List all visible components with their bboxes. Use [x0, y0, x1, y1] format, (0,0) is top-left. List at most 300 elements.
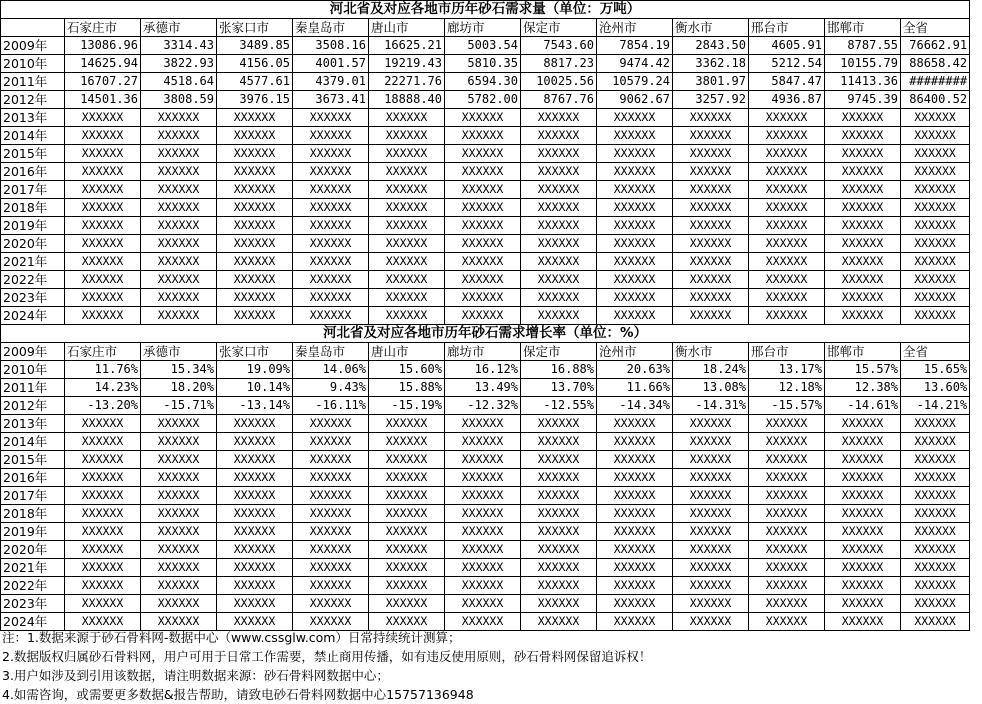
- value-cell: XXXXXX: [825, 235, 901, 253]
- value-cell: XXXXXX: [597, 469, 673, 487]
- value-cell: XXXXXX: [369, 469, 445, 487]
- value-cell: XXXXXX: [901, 505, 970, 523]
- column-header: 张家口市: [217, 343, 293, 361]
- value-cell: XXXXXX: [749, 469, 825, 487]
- value-cell: 3801.97: [673, 73, 749, 91]
- value-cell: 3489.85: [217, 37, 293, 55]
- value-cell: XXXXXX: [445, 307, 521, 325]
- value-cell: 4001.57: [293, 55, 369, 73]
- column-header: 唐山市: [369, 19, 445, 37]
- value-cell: XXXXXX: [65, 523, 141, 541]
- value-cell: 13.17%: [749, 361, 825, 379]
- year-cell: 2021年: [1, 253, 65, 271]
- value-cell: XXXXXX: [217, 487, 293, 505]
- value-cell: XXXXXX: [369, 505, 445, 523]
- value-cell: XXXXXX: [901, 487, 970, 505]
- value-cell: XXXXXX: [825, 181, 901, 199]
- value-cell: XXXXXX: [749, 127, 825, 145]
- value-cell: XXXXXX: [901, 541, 970, 559]
- value-cell: XXXXXX: [65, 163, 141, 181]
- table-row: [1, 73, 970, 91]
- value-cell: -16.11%: [293, 397, 369, 415]
- value-cell: XXXXXX: [521, 289, 597, 307]
- value-cell: XXXXXX: [293, 163, 369, 181]
- table-row: [1, 289, 970, 307]
- value-cell: XXXXXX: [293, 109, 369, 127]
- value-cell: XXXXXX: [141, 415, 217, 433]
- column-header: 沧州市: [597, 343, 673, 361]
- value-cell: XXXXXX: [445, 145, 521, 163]
- value-cell: XXXXXX: [445, 181, 521, 199]
- value-cell: XXXXXX: [901, 433, 970, 451]
- value-cell: 4379.01: [293, 73, 369, 91]
- value-cell: XXXXXX: [901, 109, 970, 127]
- value-cell: XXXXXX: [749, 271, 825, 289]
- value-cell: XXXXXX: [369, 163, 445, 181]
- value-cell: XXXXXX: [825, 163, 901, 181]
- value-cell: XXXXXX: [597, 307, 673, 325]
- value-cell: 13.49%: [445, 379, 521, 397]
- value-cell: 3314.43: [141, 37, 217, 55]
- value-cell: XXXXXX: [217, 127, 293, 145]
- value-cell: 4936.87: [749, 91, 825, 109]
- value-cell: -12.32%: [445, 397, 521, 415]
- value-cell: 15.57%: [825, 361, 901, 379]
- value-cell: XXXXXX: [217, 469, 293, 487]
- value-cell: XXXXXX: [141, 181, 217, 199]
- value-cell: XXXXXX: [369, 109, 445, 127]
- value-cell: XXXXXX: [673, 415, 749, 433]
- value-cell: XXXXXX: [749, 289, 825, 307]
- year-cell: 2018年: [1, 505, 65, 523]
- column-header: 张家口市: [217, 19, 293, 37]
- year-cell: 2010年: [1, 55, 65, 73]
- value-cell: 13086.96: [65, 37, 141, 55]
- value-cell: 20.63%: [597, 361, 673, 379]
- value-cell: XXXXXX: [217, 163, 293, 181]
- value-cell: XXXXXX: [65, 307, 141, 325]
- value-cell: XXXXXX: [521, 541, 597, 559]
- year-cell: 2013年: [1, 415, 65, 433]
- value-cell: XXXXXX: [521, 181, 597, 199]
- value-cell: 15.65%: [901, 361, 970, 379]
- value-cell: XXXXXX: [141, 145, 217, 163]
- value-cell: XXXXXX: [141, 199, 217, 217]
- value-cell: XXXXXX: [65, 289, 141, 307]
- value-cell: XXXXXX: [293, 289, 369, 307]
- value-cell: 7543.60: [521, 37, 597, 55]
- value-cell: XXXXXX: [369, 271, 445, 289]
- column-header: 保定市: [521, 19, 597, 37]
- value-cell: XXXXXX: [901, 613, 970, 631]
- value-cell: XXXXXX: [293, 127, 369, 145]
- value-cell: XXXXXX: [293, 469, 369, 487]
- value-cell: XXXXXX: [141, 469, 217, 487]
- year-cell: 2014年: [1, 127, 65, 145]
- value-cell: XXXXXX: [445, 163, 521, 181]
- value-cell: XXXXXX: [65, 505, 141, 523]
- value-cell: XXXXXX: [445, 415, 521, 433]
- value-cell: XXXXXX: [749, 415, 825, 433]
- value-cell: XXXXXX: [65, 577, 141, 595]
- value-cell: 18.20%: [141, 379, 217, 397]
- value-cell: XXXXXX: [749, 595, 825, 613]
- value-cell: XXXXXX: [901, 235, 970, 253]
- value-cell: XXXXXX: [673, 163, 749, 181]
- value-cell: XXXXXX: [65, 181, 141, 199]
- value-cell: XXXXXX: [293, 199, 369, 217]
- value-cell: XXXXXX: [445, 613, 521, 631]
- value-cell: -14.34%: [597, 397, 673, 415]
- value-cell: XXXXXX: [673, 253, 749, 271]
- value-cell: 4577.61: [217, 73, 293, 91]
- value-cell: XXXXXX: [217, 433, 293, 451]
- value-cell: XXXXXX: [521, 559, 597, 577]
- value-cell: XXXXXX: [217, 451, 293, 469]
- value-cell: XXXXXX: [901, 559, 970, 577]
- column-header: 秦皇岛市: [293, 19, 369, 37]
- year-cell: 2011年: [1, 73, 65, 91]
- year-cell: 2023年: [1, 289, 65, 307]
- value-cell: XXXXXX: [369, 253, 445, 271]
- year-cell: 2017年: [1, 487, 65, 505]
- value-cell: XXXXXX: [369, 559, 445, 577]
- value-cell: XXXXXX: [749, 307, 825, 325]
- value-cell: XXXXXX: [445, 469, 521, 487]
- value-cell: XXXXXX: [597, 613, 673, 631]
- year-cell: 2010年: [1, 361, 65, 379]
- value-cell: 10025.56: [521, 73, 597, 91]
- value-cell: XXXXXX: [521, 613, 597, 631]
- value-cell: XXXXXX: [445, 289, 521, 307]
- value-cell: 14.23%: [65, 379, 141, 397]
- table-row: [1, 505, 970, 523]
- value-cell: 13.60%: [901, 379, 970, 397]
- value-cell: XXXXXX: [141, 217, 217, 235]
- value-cell: XXXXXX: [673, 109, 749, 127]
- value-cell: XXXXXX: [597, 451, 673, 469]
- value-cell: 9062.67: [597, 91, 673, 109]
- value-cell: XXXXXX: [217, 307, 293, 325]
- value-cell: XXXXXX: [217, 613, 293, 631]
- value-cell: 19219.43: [369, 55, 445, 73]
- value-cell: XXXXXX: [65, 199, 141, 217]
- value-cell: 5212.54: [749, 55, 825, 73]
- year-cell: 2018年: [1, 199, 65, 217]
- value-cell: -14.61%: [825, 397, 901, 415]
- value-cell: XXXXXX: [217, 199, 293, 217]
- value-cell: XXXXXX: [369, 127, 445, 145]
- value-cell: XXXXXX: [597, 271, 673, 289]
- value-cell: XXXXXX: [369, 523, 445, 541]
- value-cell: XXXXXX: [825, 577, 901, 595]
- value-cell: XXXXXX: [141, 613, 217, 631]
- value-cell: 11.66%: [597, 379, 673, 397]
- value-cell: XXXXXX: [445, 541, 521, 559]
- table-row: [1, 361, 970, 379]
- value-cell: XXXXXX: [293, 253, 369, 271]
- value-cell: XXXXXX: [65, 127, 141, 145]
- value-cell: XXXXXX: [217, 577, 293, 595]
- year-cell: 2011年: [1, 379, 65, 397]
- value-cell: XXXXXX: [65, 487, 141, 505]
- value-cell: XXXXXX: [445, 127, 521, 145]
- value-cell: XXXXXX: [673, 541, 749, 559]
- value-cell: XXXXXX: [141, 541, 217, 559]
- value-cell: 13.08%: [673, 379, 749, 397]
- year-cell: 2009年: [1, 37, 65, 55]
- value-cell: XXXXXX: [673, 469, 749, 487]
- table-row: [1, 217, 970, 235]
- year-cell: 2014年: [1, 433, 65, 451]
- value-cell: 88658.42: [901, 55, 970, 73]
- value-cell: XXXXXX: [65, 415, 141, 433]
- column-header: 全省: [901, 19, 970, 37]
- value-cell: XXXXXX: [445, 199, 521, 217]
- value-cell: XXXXXX: [521, 469, 597, 487]
- table-row: [1, 559, 970, 577]
- value-cell: XXXXXX: [293, 181, 369, 199]
- value-cell: XXXXXX: [141, 235, 217, 253]
- table-row: [1, 235, 970, 253]
- value-cell: XXXXXX: [673, 145, 749, 163]
- value-cell: 15.34%: [141, 361, 217, 379]
- value-cell: XXXXXX: [901, 289, 970, 307]
- value-cell: XXXXXX: [521, 415, 597, 433]
- value-cell: XXXXXX: [293, 451, 369, 469]
- note-line: 3.用户如涉及到引用该数据，请注明数据来源：砂石骨料网数据中心；: [2, 668, 389, 683]
- value-cell: XXXXXX: [673, 307, 749, 325]
- value-cell: XXXXXX: [141, 109, 217, 127]
- value-cell: XXXXXX: [901, 523, 970, 541]
- value-cell: XXXXXX: [749, 541, 825, 559]
- value-cell: 10579.24: [597, 73, 673, 91]
- table-row: [1, 523, 970, 541]
- value-cell: 16625.21: [369, 37, 445, 55]
- column-header: 石家庄市: [65, 343, 141, 361]
- value-cell: XXXXXX: [141, 595, 217, 613]
- value-cell: XXXXXX: [369, 181, 445, 199]
- note-line: 4.如需咨询，或需要更多数据&报告帮助，请致电砂石骨料网数据中心15757136948: [2, 687, 474, 702]
- value-cell: XXXXXX: [141, 487, 217, 505]
- value-cell: XXXXXX: [749, 253, 825, 271]
- value-cell: XXXXXX: [901, 415, 970, 433]
- value-cell: XXXXXX: [293, 595, 369, 613]
- value-cell: XXXXXX: [749, 181, 825, 199]
- value-cell: XXXXXX: [825, 469, 901, 487]
- value-cell: XXXXXX: [217, 109, 293, 127]
- value-cell: 19.09%: [217, 361, 293, 379]
- value-cell: -14.21%: [901, 397, 970, 415]
- value-cell: 12.38%: [825, 379, 901, 397]
- value-cell: XXXXXX: [673, 577, 749, 595]
- table-row: [1, 433, 970, 451]
- value-cell: XXXXXX: [597, 163, 673, 181]
- value-cell: 16.12%: [445, 361, 521, 379]
- value-cell: XXXXXX: [673, 523, 749, 541]
- value-cell: 14501.36: [65, 91, 141, 109]
- corner-cell: [1, 19, 65, 37]
- column-header: 承德市: [141, 343, 217, 361]
- value-cell: XXXXXX: [445, 433, 521, 451]
- value-cell: 18888.40: [369, 91, 445, 109]
- value-cell: XXXXXX: [217, 181, 293, 199]
- value-cell: XXXXXX: [521, 217, 597, 235]
- value-cell: XXXXXX: [141, 253, 217, 271]
- value-cell: XXXXXX: [445, 559, 521, 577]
- column-header: 唐山市: [369, 343, 445, 361]
- value-cell: XXXXXX: [369, 235, 445, 253]
- value-cell: XXXXXX: [369, 577, 445, 595]
- value-cell: XXXXXX: [293, 523, 369, 541]
- value-cell: 16.88%: [521, 361, 597, 379]
- value-cell: XXXXXX: [673, 487, 749, 505]
- value-cell: XXXXXX: [369, 613, 445, 631]
- value-cell: 3822.93: [141, 55, 217, 73]
- value-cell: XXXXXX: [749, 145, 825, 163]
- value-cell: XXXXXX: [217, 271, 293, 289]
- value-cell: XXXXXX: [673, 505, 749, 523]
- value-cell: 3257.92: [673, 91, 749, 109]
- value-cell: XXXXXX: [901, 181, 970, 199]
- value-cell: XXXXXX: [825, 253, 901, 271]
- table-row: [1, 469, 970, 487]
- value-cell: XXXXXX: [217, 217, 293, 235]
- footnotes: [2, 628, 651, 704]
- value-cell: 10155.79: [825, 55, 901, 73]
- value-cell: XXXXXX: [749, 451, 825, 469]
- value-cell: XXXXXX: [749, 487, 825, 505]
- value-cell: 15.88%: [369, 379, 445, 397]
- value-cell: XXXXXX: [65, 217, 141, 235]
- value-cell: XXXXXX: [293, 235, 369, 253]
- value-cell: XXXXXX: [825, 217, 901, 235]
- value-cell: XXXXXX: [901, 253, 970, 271]
- value-cell: XXXXXX: [597, 523, 673, 541]
- value-cell: XXXXXX: [673, 433, 749, 451]
- value-cell: XXXXXX: [597, 433, 673, 451]
- value-cell: XXXXXX: [597, 559, 673, 577]
- column-header: 衡水市: [673, 343, 749, 361]
- column-header: 承德市: [141, 19, 217, 37]
- value-cell: 86400.52: [901, 91, 970, 109]
- year-cell: 2012年: [1, 91, 65, 109]
- value-cell: XXXXXX: [901, 199, 970, 217]
- value-cell: 76662.91: [901, 37, 970, 55]
- value-cell: XXXXXX: [445, 505, 521, 523]
- value-cell: 4156.05: [217, 55, 293, 73]
- value-cell: XXXXXX: [293, 559, 369, 577]
- value-cell: XXXXXX: [65, 559, 141, 577]
- value-cell: 13.70%: [521, 379, 597, 397]
- value-cell: 4605.91: [749, 37, 825, 55]
- value-cell: -15.57%: [749, 397, 825, 415]
- value-cell: 9.43%: [293, 379, 369, 397]
- value-cell: XXXXXX: [141, 505, 217, 523]
- value-cell: XXXXXX: [825, 109, 901, 127]
- value-cell: XXXXXX: [673, 613, 749, 631]
- value-cell: XXXXXX: [369, 307, 445, 325]
- year-cell: 2017年: [1, 181, 65, 199]
- growth-title-row: [1, 325, 970, 343]
- value-cell: XXXXXX: [369, 415, 445, 433]
- value-cell: XXXXXX: [901, 469, 970, 487]
- year-cell: 2016年: [1, 163, 65, 181]
- value-cell: XXXXXX: [521, 595, 597, 613]
- value-cell: XXXXXX: [293, 433, 369, 451]
- column-header: 沧州市: [597, 19, 673, 37]
- year-cell: 2020年: [1, 235, 65, 253]
- value-cell: XXXXXX: [825, 271, 901, 289]
- value-cell: XXXXXX: [217, 145, 293, 163]
- value-cell: XXXXXX: [901, 307, 970, 325]
- value-cell: XXXXXX: [293, 577, 369, 595]
- demand-header-row: [1, 19, 970, 37]
- year-cell: 2022年: [1, 271, 65, 289]
- value-cell: XXXXXX: [749, 163, 825, 181]
- value-cell: XXXXXX: [749, 613, 825, 631]
- value-cell: XXXXXX: [597, 505, 673, 523]
- value-cell: XXXXXX: [293, 505, 369, 523]
- value-cell: XXXXXX: [293, 487, 369, 505]
- value-cell: XXXXXX: [521, 199, 597, 217]
- column-header: 邯郸市: [825, 19, 901, 37]
- value-cell: 3976.15: [217, 91, 293, 109]
- value-cell: XXXXXX: [141, 127, 217, 145]
- value-cell: XXXXXX: [673, 559, 749, 577]
- value-cell: XXXXXX: [521, 127, 597, 145]
- year-cell: 2023年: [1, 595, 65, 613]
- value-cell: XXXXXX: [825, 523, 901, 541]
- value-cell: XXXXXX: [369, 451, 445, 469]
- value-cell: XXXXXX: [901, 577, 970, 595]
- value-cell: XXXXXX: [825, 613, 901, 631]
- value-cell: XXXXXX: [825, 505, 901, 523]
- value-cell: XXXXXX: [217, 595, 293, 613]
- value-cell: 5847.47: [749, 73, 825, 91]
- value-cell: XXXXXX: [901, 595, 970, 613]
- value-cell: XXXXXX: [445, 487, 521, 505]
- value-cell: XXXXXX: [597, 253, 673, 271]
- table-title: 河北省及对应各地市历年砂石需求量（单位：万吨）: [1, 1, 970, 19]
- value-cell: XXXXXX: [369, 595, 445, 613]
- value-cell: 15.60%: [369, 361, 445, 379]
- value-cell: XXXXXX: [825, 559, 901, 577]
- value-cell: XXXXXX: [141, 451, 217, 469]
- value-cell: XXXXXX: [673, 181, 749, 199]
- table-row: [1, 145, 970, 163]
- value-cell: XXXXXX: [521, 271, 597, 289]
- value-cell: XXXXXX: [749, 109, 825, 127]
- value-cell: XXXXXX: [141, 163, 217, 181]
- year-cell: 2012年: [1, 397, 65, 415]
- value-cell: XXXXXX: [901, 217, 970, 235]
- value-cell: 8767.76: [521, 91, 597, 109]
- value-cell: 8817.23: [521, 55, 597, 73]
- value-cell: 12.18%: [749, 379, 825, 397]
- value-cell: XXXXXX: [597, 487, 673, 505]
- corner-cell: 2009年: [1, 343, 65, 361]
- value-cell: XXXXXX: [521, 235, 597, 253]
- value-cell: XXXXXX: [673, 217, 749, 235]
- value-cell: XXXXXX: [597, 289, 673, 307]
- year-cell: 2022年: [1, 577, 65, 595]
- value-cell: XXXXXX: [141, 559, 217, 577]
- growth-table: [0, 324, 970, 631]
- value-cell: XXXXXX: [521, 109, 597, 127]
- value-cell: 5810.35: [445, 55, 521, 73]
- value-cell: XXXXXX: [901, 451, 970, 469]
